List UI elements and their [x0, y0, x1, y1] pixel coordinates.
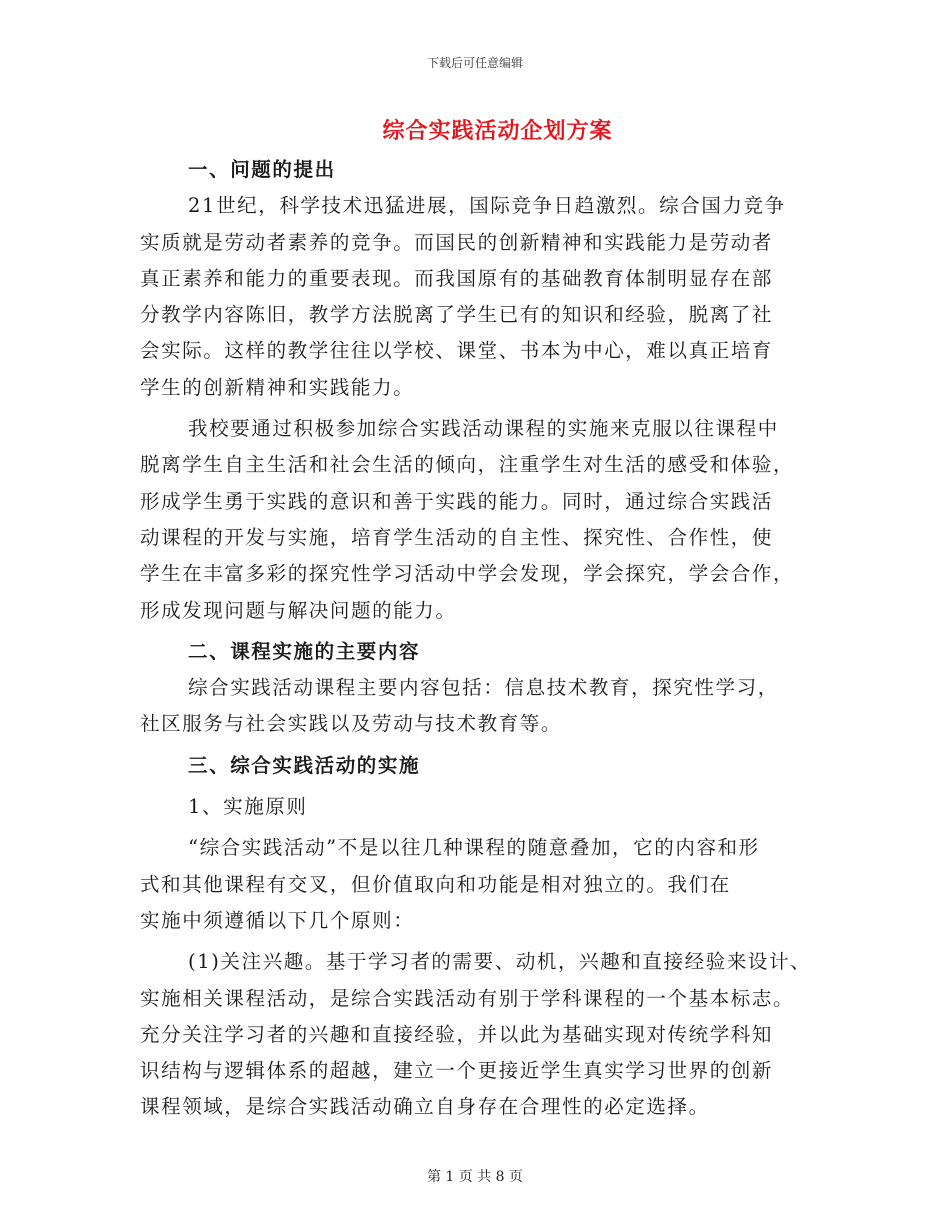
section-heading-1: 一、问题的提出: [188, 158, 336, 181]
paragraph-3: [140, 670, 820, 743]
paragraph-1: [140, 188, 820, 406]
paragraph-line: 形成学生勇于实践的意识和善于实践的能力。同时，通过综合实践活: [140, 489, 774, 513]
paragraph-line: 课程领域，是综合实践活动确立自身存在合理性的必定选择。: [140, 1095, 710, 1119]
paragraph-line: “综合实践活动”不是以往几种课程的随意叠加，它的内容和形: [188, 836, 760, 860]
paragraph-line: 形成发现问题与解决问题的能力。: [140, 598, 457, 622]
paragraph-5: [140, 944, 820, 1125]
paragraph-line: 分教学内容陈旧，教学方法脱离了学生已有的知识和经验，脱离了社: [140, 303, 774, 327]
paragraph-line: 我校要通过积极参加综合实践活动课程的实施来克服以往课程中: [188, 417, 779, 441]
paragraph-line: 会实际。这样的教学往往以学校、课堂、书本为中心，难以真正培育: [140, 339, 774, 363]
paragraph-line: 真正素养和能力的重要表现。而我国原有的基础教育体制明显存在部: [140, 266, 774, 290]
header-note: 下载后可任意编辑: [426, 56, 523, 70]
paragraph-line: 学生的创新精神和实践能力。: [140, 375, 415, 399]
paragraph-line: 实质就是劳动者素养的竞争。而国民的创新精神和实践能力是劳动者: [140, 230, 774, 254]
paragraph-line: 充分关注学习者的兴趣和直接经验，并以此为基础实现对传统学科知: [140, 1022, 774, 1046]
section-heading-2: 二、课程实施的主要内容: [188, 639, 421, 663]
section-heading-3: 三、综合实践活动的实施: [188, 753, 421, 777]
paragraph-line: 实施中须遵循以下几个原则：: [140, 908, 415, 932]
paragraph-4: [140, 830, 820, 939]
paragraph-2: [140, 411, 820, 629]
paragraph-line: 21世纪，科学技术迅猛进展，国际竞争日趋激烈。综合国力竞争: [188, 194, 786, 218]
paragraph-line: 式和其他课程有交叉，但价值取向和功能是相对独立的。我们在: [140, 872, 731, 896]
paragraph-line: (1)关注兴趣。基于学习者的需要、动机，兴趣和直接经验来设计、: [188, 950, 812, 974]
document-body: [140, 152, 820, 1126]
subheading-1: 1、实施原则: [188, 795, 308, 819]
paragraph-line: 识结构与逻辑体系的超越，建立一个更接近学生真实学习世界的创新: [140, 1059, 774, 1083]
document-title: 综合实践活动企划方案: [382, 118, 613, 144]
paragraph-line: 社区服务与社会实践以及劳动与技术教育等。: [140, 712, 563, 736]
paragraph-line: 脱离学生自主生活和社会生活的倾向，注重学生对生活的感受和体验，: [140, 453, 795, 477]
paragraph-line: 动课程的开发与实施，培育学生活动的自主性、探究性、合作性，使: [140, 525, 774, 549]
paragraph-line: 实施相关课程活动，是综合实践活动有别于学科课程的一个基本标志。: [140, 986, 795, 1010]
paragraph-line: 学生在丰富多彩的探究性学习活动中学会发现，学会探究，学会合作，: [140, 562, 795, 586]
paragraph-line: 综合实践活动课程主要内容包括：信息技术教育，探究性学习，: [188, 676, 779, 700]
page-footer: 第 1 页 共 8 页: [426, 1169, 524, 1185]
